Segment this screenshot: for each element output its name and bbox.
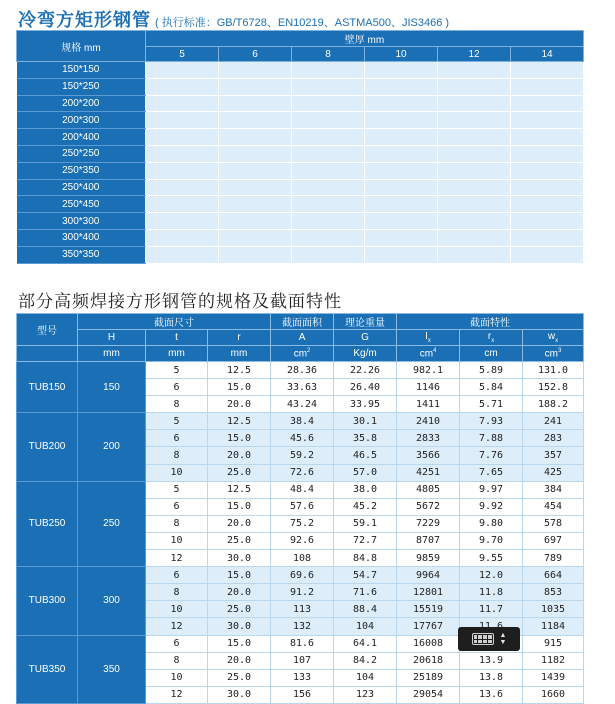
spec-cell [511,112,584,129]
spec-label: 200*300 [17,112,146,129]
g-unit: Kg/m [334,346,397,362]
weight-value: 64.1 [334,635,397,652]
input-method-widget[interactable] [458,627,520,651]
thickness-value: 14 [511,47,584,62]
model-header: 型号 [17,314,78,346]
ix-value: 982.1 [397,362,460,379]
spec-cell [219,179,292,196]
wx-value: 853 [523,584,584,601]
wx-value: 664 [523,567,584,584]
table-row [17,481,584,498]
model-units-blank [17,346,78,362]
spec-cell [292,129,365,146]
spec-cell [365,62,438,79]
spec-cell [292,213,365,230]
weight-value: 104 [334,618,397,635]
spec-cell [365,112,438,129]
h-value: 350 [78,635,146,703]
table-row [17,567,584,584]
spec-cell [292,145,365,162]
r-value: 20.0 [208,515,271,532]
spec-cell [365,145,438,162]
rx-value: 13.9 [460,652,523,669]
spec-label: 200*200 [17,95,146,112]
wx-value: 131.0 [523,362,584,379]
spec-cell [511,78,584,95]
table-row [17,413,584,430]
t-value: 10 [146,532,208,549]
thickness-value: 10 [365,47,438,62]
spec-cell [365,129,438,146]
spec-rows [17,62,584,264]
a-unit: $cm^2$ [271,346,334,362]
r-value: 25.0 [208,532,271,549]
dims-header: 截面尺寸 [78,314,271,330]
spec-cell [146,196,219,213]
h-symbol: H [78,330,146,346]
spec-cell [438,179,511,196]
rx-value: 13.6 [460,686,523,703]
rx-value: 9.70 [460,532,523,549]
ix-value: 12801 [397,584,460,601]
spec-cell [219,95,292,112]
t-value: 5 [146,413,208,430]
t-value: 8 [146,515,208,532]
wx-value: 1439 [523,669,584,686]
spec-row [17,145,584,162]
wx-symbol: $w_x$ [523,330,584,346]
a-symbol: A [271,330,334,346]
spec-row [17,78,584,95]
spec-cell [438,95,511,112]
ix-value: 9964 [397,567,460,584]
area-value: 38.4 [271,413,334,430]
rx-value: 5.84 [460,379,523,396]
ix-value: 8707 [397,532,460,549]
h-unit: mm [78,346,146,362]
spec-label: 250*400 [17,179,146,196]
thickness-value: 12 [438,47,511,62]
g-symbol: G [334,330,397,346]
spec-label: 250*250 [17,145,146,162]
props-header: 截面特性 [397,314,584,330]
rx-value: 7.76 [460,447,523,464]
ix-value: 1146 [397,379,460,396]
area-value: 107 [271,652,334,669]
spec-cell [219,229,292,246]
spec-row [17,213,584,230]
spec-cell [219,246,292,263]
t-value: 8 [146,584,208,601]
spec-cell [438,162,511,179]
r-value: 12.5 [208,362,271,379]
ix-value: 16008 [397,635,460,652]
section1-title-main: 冷弯方矩形钢管 [18,10,151,30]
rx-value: 5.71 [460,396,523,413]
weight-value: 84.8 [334,550,397,567]
spec-cell [365,196,438,213]
up-down-arrows-icon[interactable]: ▲ ▼ [499,632,507,646]
wx-value: 1035 [523,601,584,618]
ix-value: 1411 [397,396,460,413]
ix-value: 2410 [397,413,460,430]
ix-value: 17767 [397,618,460,635]
weight-value: 84.2 [334,652,397,669]
i-unit: $cm^4$ [397,346,460,362]
wx-value: 241 [523,413,584,430]
t-value: 6 [146,498,208,515]
weight-value: 35.8 [334,430,397,447]
rx-value: 11.7 [460,601,523,618]
weight-value: 22.26 [334,362,397,379]
spec-row [17,62,584,79]
spec-cell [219,112,292,129]
ix-value: 7229 [397,515,460,532]
weight-value: 54.7 [334,567,397,584]
spec-row [17,129,584,146]
spec-cell [219,62,292,79]
spec-cell [146,78,219,95]
spec-cell [365,95,438,112]
rx-unit: cm [460,346,523,362]
spec-row [17,179,584,196]
cold-bent-spec-table [16,30,584,264]
spec-cell [365,246,438,263]
rx-value: 5.89 [460,362,523,379]
area-value: 72.6 [271,464,334,481]
spec-label: 250*350 [17,162,146,179]
wx-unit: $cm^3$ [523,346,584,362]
spec-cell [365,179,438,196]
spec-cell [146,213,219,230]
rx-value: 11.8 [460,584,523,601]
r-unit: mm [208,346,271,362]
r-value: 15.0 [208,379,271,396]
ix-value: 4805 [397,481,460,498]
spec-cell [511,246,584,263]
wx-value: 283 [523,430,584,447]
area-value: 75.2 [271,515,334,532]
spec-label: 300*300 [17,213,146,230]
r-value: 12.5 [208,481,271,498]
spec-cell [365,162,438,179]
spec-cell [146,145,219,162]
spec-cell [146,162,219,179]
spec-cell [438,229,511,246]
weight-value: 45.2 [334,498,397,515]
spec-cell [511,145,584,162]
weight-value: 104 [334,669,397,686]
weight-value: 46.5 [334,447,397,464]
rx-value: 12.0 [460,567,523,584]
t-value: 5 [146,362,208,379]
spec-cell [511,62,584,79]
wx-value: 1660 [523,686,584,703]
spec-row [17,196,584,213]
r-value: 12.5 [208,413,271,430]
rx-value: 9.97 [460,481,523,498]
wx-value: 915 [523,635,584,652]
spec-cell [438,246,511,263]
weight-value: 30.1 [334,413,397,430]
ix-value: 20618 [397,652,460,669]
r-value: 25.0 [208,669,271,686]
spec-cell [438,78,511,95]
area-value: 91.2 [271,584,334,601]
wx-value: 357 [523,447,584,464]
model-cell: TUB350 [17,635,78,703]
t-value: 10 [146,464,208,481]
wx-value: 1182 [523,652,584,669]
h-value: 300 [78,567,146,635]
ix-value: 4251 [397,464,460,481]
r-value: 15.0 [208,498,271,515]
spec-cell [146,62,219,79]
spec-row [17,229,584,246]
t-value: 10 [146,601,208,618]
t-symbol: t [146,330,208,346]
r-value: 30.0 [208,550,271,567]
weight-value: 26.40 [334,379,397,396]
thickness-header: 壁厚 mm [146,31,584,47]
r-value: 25.0 [208,601,271,618]
spec-cell [146,112,219,129]
ix-value: 3566 [397,447,460,464]
weight-value: 71.6 [334,584,397,601]
area-value: 156 [271,686,334,703]
wx-value: 188.2 [523,396,584,413]
ix-value: 2833 [397,430,460,447]
area-header: 截面面积 [271,314,334,330]
section2-title: 部分高频焊接方形钢管的规格及截面特性 [18,292,342,311]
weight-value: 57.0 [334,464,397,481]
model-cell: TUB200 [17,413,78,481]
r-symbol: r [208,330,271,346]
r-value: 25.0 [208,464,271,481]
keyboard-icon[interactable] [472,633,494,645]
spec-cell [146,179,219,196]
wx-value: 578 [523,515,584,532]
wx-value: 454 [523,498,584,515]
r-value: 30.0 [208,618,271,635]
wx-value: 1184 [523,618,584,635]
t-value: 12 [146,618,208,635]
spec-cell [511,162,584,179]
area-value: 81.6 [271,635,334,652]
spec-cell [365,229,438,246]
weight-value: 59.1 [334,515,397,532]
i-symbol: $I_x$ [397,330,460,346]
spec-row [17,162,584,179]
area-value: 69.6 [271,567,334,584]
spec-cell [438,129,511,146]
weight-value: 38.0 [334,481,397,498]
r-value: 20.0 [208,652,271,669]
spec-label: 200*400 [17,129,146,146]
ix-value: 15519 [397,601,460,618]
area-value: 43.24 [271,396,334,413]
rx-symbol: $r_x$ [460,330,523,346]
area-value: 33.63 [271,379,334,396]
rx-value: 9.55 [460,550,523,567]
rx-value: 13.8 [460,669,523,686]
h-value: 150 [78,362,146,413]
spec-cell [438,196,511,213]
spec-row [17,95,584,112]
spec-label: 250*450 [17,196,146,213]
area-value: 108 [271,550,334,567]
weight-value: 88.4 [334,601,397,618]
spec-cell [292,246,365,263]
r-value: 20.0 [208,584,271,601]
spec-cell [219,213,292,230]
spec-cell [219,162,292,179]
spec-cell [438,62,511,79]
props-rows [17,362,584,704]
spec-label: 150*250 [17,78,146,95]
spec-row [17,112,584,129]
spec-cell [438,213,511,230]
rx-value: 7.93 [460,413,523,430]
t-value: 8 [146,447,208,464]
area-value: 133 [271,669,334,686]
t-value: 8 [146,396,208,413]
rx-value: 7.65 [460,464,523,481]
area-value: 28.36 [271,362,334,379]
spec-cell [365,213,438,230]
spec-cell [511,196,584,213]
area-value: 45.6 [271,430,334,447]
rx-value: 7.88 [460,430,523,447]
t-unit: mm [146,346,208,362]
spec-cell [292,112,365,129]
spec-cell [511,179,584,196]
area-value: 57.6 [271,498,334,515]
r-value: 15.0 [208,635,271,652]
h-value: 250 [78,481,146,566]
spec-cell [219,129,292,146]
spec-cell [219,78,292,95]
spec-cell [511,95,584,112]
t-value: 6 [146,567,208,584]
rx-value: 9.92 [460,498,523,515]
spec-header: 规格 mm [17,31,146,62]
ix-value: 25189 [397,669,460,686]
area-value: 92.6 [271,532,334,549]
t-value: 12 [146,550,208,567]
r-value: 15.0 [208,430,271,447]
ix-value: 29054 [397,686,460,703]
spec-cell [146,129,219,146]
model-cell: TUB250 [17,481,78,566]
table-row [17,362,584,379]
section1-title [18,6,449,32]
wx-value: 789 [523,550,584,567]
spec-label: 150*150 [17,62,146,79]
t-value: 5 [146,481,208,498]
spec-cell [292,162,365,179]
area-value: 48.4 [271,481,334,498]
r-value: 15.0 [208,567,271,584]
spec-cell [146,95,219,112]
model-cell: TUB300 [17,567,78,635]
wx-value: 152.8 [523,379,584,396]
model-cell: TUB150 [17,362,78,413]
weight-value: 123 [334,686,397,703]
spec-cell [438,112,511,129]
spec-cell [292,229,365,246]
ix-value: 9859 [397,550,460,567]
t-value: 6 [146,430,208,447]
r-value: 20.0 [208,396,271,413]
section1-subtitle: ( 执行标准：GB/T6728、EN10219、ASTMA500、JIS3466 ) [155,17,450,29]
spec-cell [292,179,365,196]
spec-cell [438,145,511,162]
spec-cell [292,62,365,79]
t-value: 12 [146,686,208,703]
thickness-value: 6 [219,47,292,62]
t-value: 6 [146,379,208,396]
wx-value: 425 [523,464,584,481]
spec-cell [146,246,219,263]
weight-value: 72.7 [334,532,397,549]
spec-cell [219,145,292,162]
t-value: 8 [146,652,208,669]
spec-cell [511,213,584,230]
weight-value: 33.95 [334,396,397,413]
spec-cell [511,229,584,246]
r-value: 30.0 [208,686,271,703]
area-value: 113 [271,601,334,618]
weight-header: 理论重量 [334,314,397,330]
t-value: 10 [146,669,208,686]
spec-row [17,246,584,263]
spec-cell [146,229,219,246]
spec-label: 300*400 [17,229,146,246]
area-value: 59.2 [271,447,334,464]
spec-cell [292,78,365,95]
spec-cell [511,129,584,146]
r-value: 20.0 [208,447,271,464]
spec-cell [219,196,292,213]
spec-cell [292,196,365,213]
area-value: 132 [271,618,334,635]
wx-value: 384 [523,481,584,498]
wx-value: 697 [523,532,584,549]
rx-value: 9.80 [460,515,523,532]
spec-cell [292,95,365,112]
thickness-value: 8 [292,47,365,62]
spec-label: 350*350 [17,246,146,263]
spec-cell [365,78,438,95]
t-value: 6 [146,635,208,652]
ix-value: 5672 [397,498,460,515]
h-value: 200 [78,413,146,481]
thickness-value: 5 [146,47,219,62]
